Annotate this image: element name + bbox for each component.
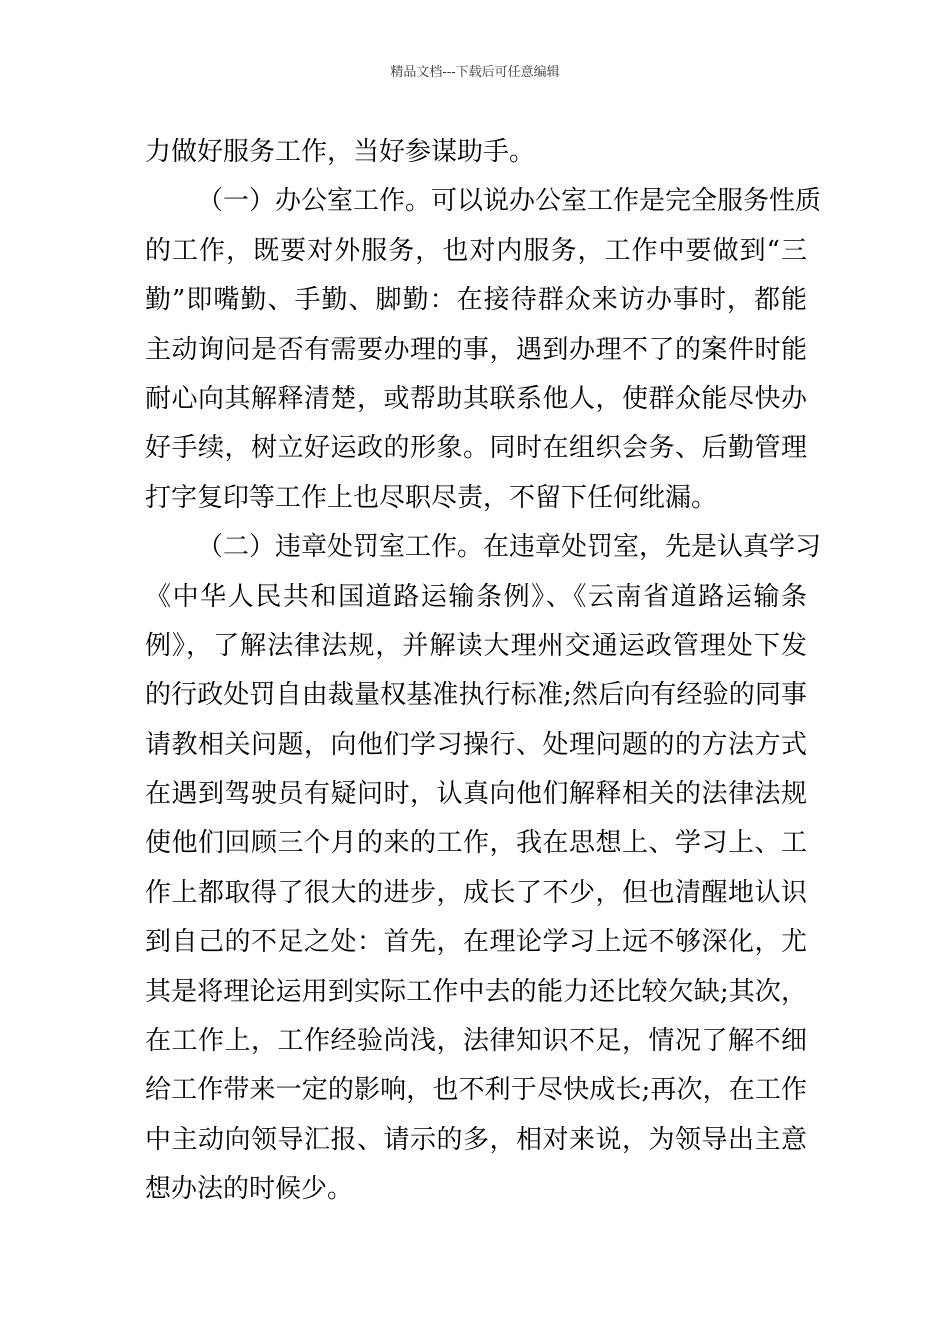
text-line: 耐心向其解释清楚，或帮助其联系他人，使群众能尽快办 xyxy=(145,383,807,414)
text-line: （二）违章处罚室工作。在违章处罚室，先是认真学习 xyxy=(197,532,822,563)
text-line: 在工作上，工作经验尚浅，法律知识不足，情况了解不细 xyxy=(145,1026,807,1057)
text-line: 打字复印等工作上也尽职尽责，不留下任何纰漏。 xyxy=(145,482,718,513)
text-line: 在遇到驾驶员有疑问时，认真向他们解释相关的法律法规 xyxy=(145,779,807,810)
text-line: 使他们回顾三个月的来的工作，我在思想上、学习上、工 xyxy=(145,828,807,859)
page-header: 精品文档---下载后可任意编辑 xyxy=(390,65,560,80)
text-line: 主动询问是否有需要办理的事，遇到办理不了的案件时能 xyxy=(145,334,807,365)
text-line: 的工作，既要对外服务，也对内服务，工作中要做到“三 xyxy=(145,235,807,266)
text-line: 到自己的不足之处：首先，在理论学习上远不够深化，尤 xyxy=(145,927,807,958)
text-line: 中主动向领导汇报、请示的多，相对来说，为领导出主意 xyxy=(145,1124,807,1155)
text-line: 勤”即嘴勤、手勤、脚勤：在接待群众来访办事时，都能 xyxy=(145,285,807,316)
text-line: 想办法的时候少。 xyxy=(145,1174,354,1205)
text-line: 力做好服务工作，当好参谋助手。 xyxy=(145,137,536,167)
text-line: 请教相关问题，向他们学习操行、处理问题的的方法方式 xyxy=(145,729,807,760)
text-line: 其是将理论运用到实际工作中去的能力还比较欠缺;其次， xyxy=(145,976,807,1007)
text-line: 《中华人民共和国道路运输条例》、《云南省道路运输条 xyxy=(145,581,807,612)
text-line: 给工作带来一定的影响，也不利于尽快成长;再次，在工作 xyxy=(145,1075,807,1106)
text-line: 的行政处罚自由裁量权基准执行标准;然后向有经验的同事 xyxy=(145,680,807,711)
text-line: 好手续，树立好运政的形象。同时在组织会务、后勤管理 xyxy=(145,433,807,464)
text-line: （一）办公室工作。可以说办公室工作是完全服务性质 xyxy=(197,186,822,217)
text-line: 例》，了解法律法规，并解读大理州交通运政管理处下发 xyxy=(145,630,807,661)
document-body xyxy=(145,128,822,1215)
text-line: 作上都取得了很大的进步，成长了不少，但也清醒地认识 xyxy=(145,877,807,908)
